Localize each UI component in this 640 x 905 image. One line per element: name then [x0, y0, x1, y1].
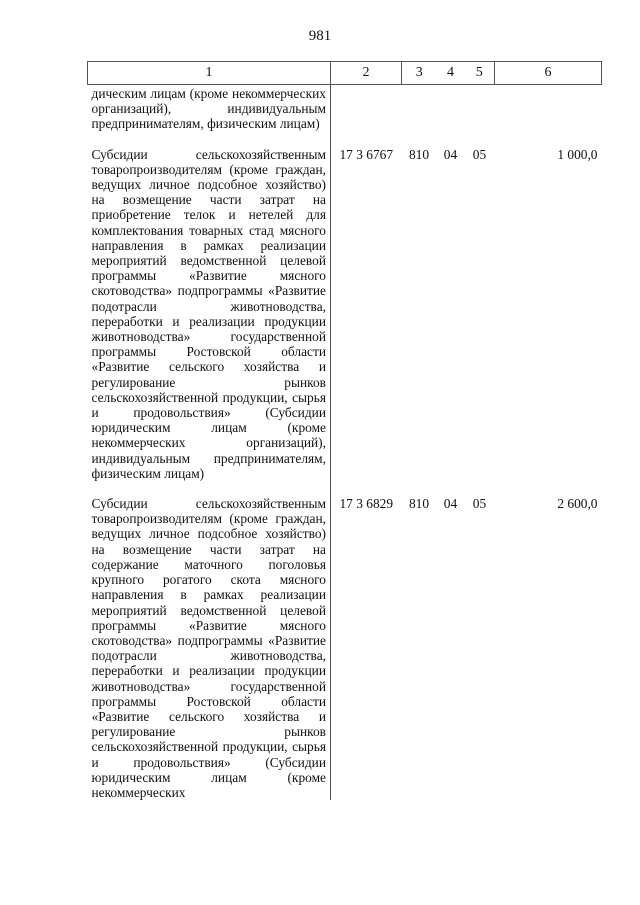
column-header-2: 2 — [331, 62, 402, 85]
table-header — [88, 62, 602, 85]
page-number: 981 — [308, 28, 332, 44]
row-description: Субсидии сельскохозяйственным товаропроизводителям (кроме граждан, ведущих личное подсобное хозяйство) на возмещение части затрат на содержание маточного поголовья крупного рогатого скота мясного направления в рамках реализации мероприятий ведомственной целевой программы «Развитие мясного скотоводства» подпрограммы «Развитие подотрасли животноводства, переработки и реализации продукции животноводства» государственной программы Ростовской области «Развитие сельского хозяйства и регулирование рынков сельскохозяйственной продукции, сырья и продовольствия» (Субсидии юридическим лицам (кроме некоммерческих — [91, 496, 326, 800]
table-row — [88, 495, 602, 800]
row-expense-type: 810 — [408, 496, 430, 512]
column-header-5: 5 — [465, 62, 495, 85]
row-amount: 1 000,0 — [557, 146, 598, 162]
row-expense-type: 810 — [408, 146, 430, 162]
budget-table — [87, 61, 602, 800]
column-header-6: 6 — [495, 62, 602, 85]
row-section: 04 — [443, 496, 458, 512]
row-subsection: 05 — [472, 146, 487, 162]
row-amount: 2 600,0 — [557, 496, 598, 512]
row-section: 04 — [443, 146, 458, 162]
column-header-4: 4 — [437, 62, 465, 85]
row-target-code: 17 3 6767 — [331, 146, 402, 481]
row-target-code: 17 3 6829 — [331, 495, 402, 800]
table-row — [88, 146, 602, 481]
column-header-1: 1 — [88, 62, 331, 85]
column-header-3: 3 — [402, 62, 437, 85]
continuation-row — [88, 85, 602, 132]
continuation-text: дическим лицам (кроме некоммерческих организаций), индивидуальным предпринимателям, физическим лицам) — [91, 86, 326, 132]
row-description: Субсидии сельскохозяйственным товаропроизводителям (кроме граждан, ведущих личное подсобное хозяйство) на возмещение части затрат на приобретение телок и нетелей для комплектования товарных стад мясного направления в рамках реализации мероприятий ведомственной целевой программы «Развитие мясного скотоводства» подпрограммы «Развитие подотрасли животноводства, переработки и реализации продукции животноводства» государственной программы Ростовской области «Развитие сельского хозяйства и регулирование рынков сельскохозяйственной продукции, сырья и продовольствия» (Субсидии юридическим лицам (кроме некоммерческих организаций), индивидуальным предпринимателям, физическим лицам) — [91, 146, 326, 481]
row-subsection: 05 — [472, 496, 487, 512]
